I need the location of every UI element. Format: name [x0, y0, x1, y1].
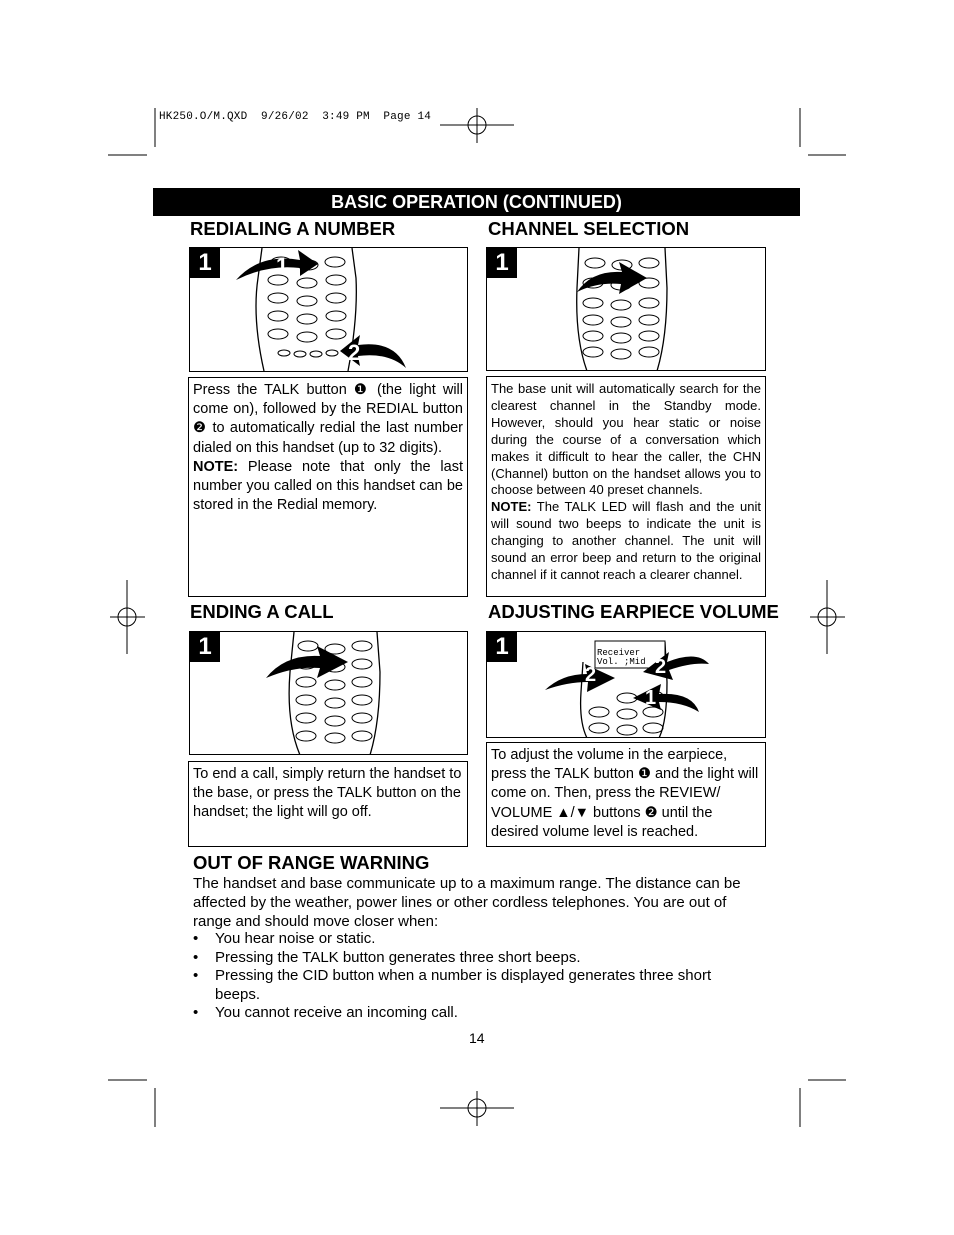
- bullet: •: [193, 967, 199, 984]
- volume-instructions: To adjust the volume in the earpiece, press the TALK button ❶ and the light will come on. Then, press the REVIEW/ VOLUME ▲/▼ buttons ❷ until the desired volume level is reached.: [491, 747, 759, 840]
- range-heading: OUT OF RANGE WARNING: [193, 852, 430, 873]
- step-number: 1: [487, 248, 517, 278]
- channel-instructions: The base unit will automatically search for the clearest channel in the Standby mode. However, should you hear static or noise during the course of a conversation which makes it difficult to hear the caller, the CHN (Channel) button on the handset allows you to choose between 40 preset channels.: [491, 381, 761, 498]
- callout-2-right: 2: [655, 656, 667, 678]
- callout-2-left: 2: [585, 664, 597, 686]
- redial-text: [188, 377, 468, 597]
- handset-illustration: [190, 248, 468, 372]
- note-text: The TALK LED will flash and the unit will sound two beeps to indicate the unit is changing to another channel. The unit will sound an error beep and return to the original channel if it cannot reach a clearer channel.: [491, 499, 761, 582]
- ending-figure: [189, 631, 468, 755]
- callout-2: 2: [348, 340, 361, 365]
- step-number: 1: [190, 632, 220, 662]
- volume-heading: ADJUSTING EARPIECE VOLUME: [488, 601, 779, 622]
- volume-text: [486, 742, 766, 847]
- list-item: [193, 967, 753, 1004]
- note-label: NOTE:: [491, 499, 532, 515]
- bullet: •: [193, 930, 199, 947]
- bullet: •: [193, 948, 199, 966]
- file-slug: HK250.O/M.QXD 9/26/02 3:49 PM Page 14: [159, 111, 432, 123]
- ending-heading: ENDING A CALL: [190, 601, 334, 622]
- callout-1: 1: [276, 253, 289, 278]
- channel-text: [486, 376, 766, 597]
- bullet-text: Pressing the CID button when a number is displayed generates three short beeps.: [215, 967, 712, 1003]
- redial-instructions: Press the TALK button ❶ (the light will come on), followed by the REDIAL button ❷ to automatically redial the last number dialed on this handset (up to 32 digits).: [193, 382, 463, 456]
- range-bullet-list: [193, 930, 753, 1023]
- channel-heading: CHANNEL SELECTION: [488, 218, 690, 239]
- volume-figure: [486, 631, 766, 738]
- step-number: 1: [487, 632, 517, 662]
- section-banner: BASIC OPERATION (CONTINUED): [153, 188, 800, 216]
- bullet-text: Pressing the TALK button generates three short beeps.: [215, 948, 581, 966]
- handset-illustration: [487, 248, 766, 371]
- redial-figure: [189, 247, 468, 372]
- note-label: NOTE:: [193, 458, 239, 475]
- display-line-2: Vol. ;Mid: [597, 657, 646, 667]
- callout-1: 1: [645, 687, 657, 709]
- list-item: [193, 930, 753, 949]
- ending-text: [188, 761, 468, 847]
- channel-note: [491, 499, 761, 584]
- page-number: 14: [469, 1030, 485, 1046]
- handset-illustration: [190, 632, 468, 755]
- display-line-1: Receiver: [597, 648, 641, 658]
- ending-instructions: To end a call, simply return the handset to the base, or press the TALK button on the handset; the light will go off.: [193, 766, 462, 821]
- redial-note: [193, 458, 463, 516]
- channel-figure: [486, 247, 766, 371]
- range-intro: The handset and base communicate up to a maximum range. The distance can be affected by the weather, power lines or other cordless telephones. You are out of range and should move closer when:: [193, 875, 741, 931]
- list-item: [193, 1004, 753, 1023]
- bullet-text: You cannot receive an incoming call.: [215, 1004, 458, 1021]
- step-number: 1: [190, 248, 220, 278]
- note-text: Please note that only the last number you called on this handset can be stored in the Redial memory.: [193, 458, 463, 514]
- redial-heading: REDIALING A NUMBER: [190, 218, 396, 239]
- list-item: [193, 949, 753, 968]
- bullet-text: You hear noise or static.: [215, 930, 376, 947]
- bullet: •: [193, 1004, 199, 1021]
